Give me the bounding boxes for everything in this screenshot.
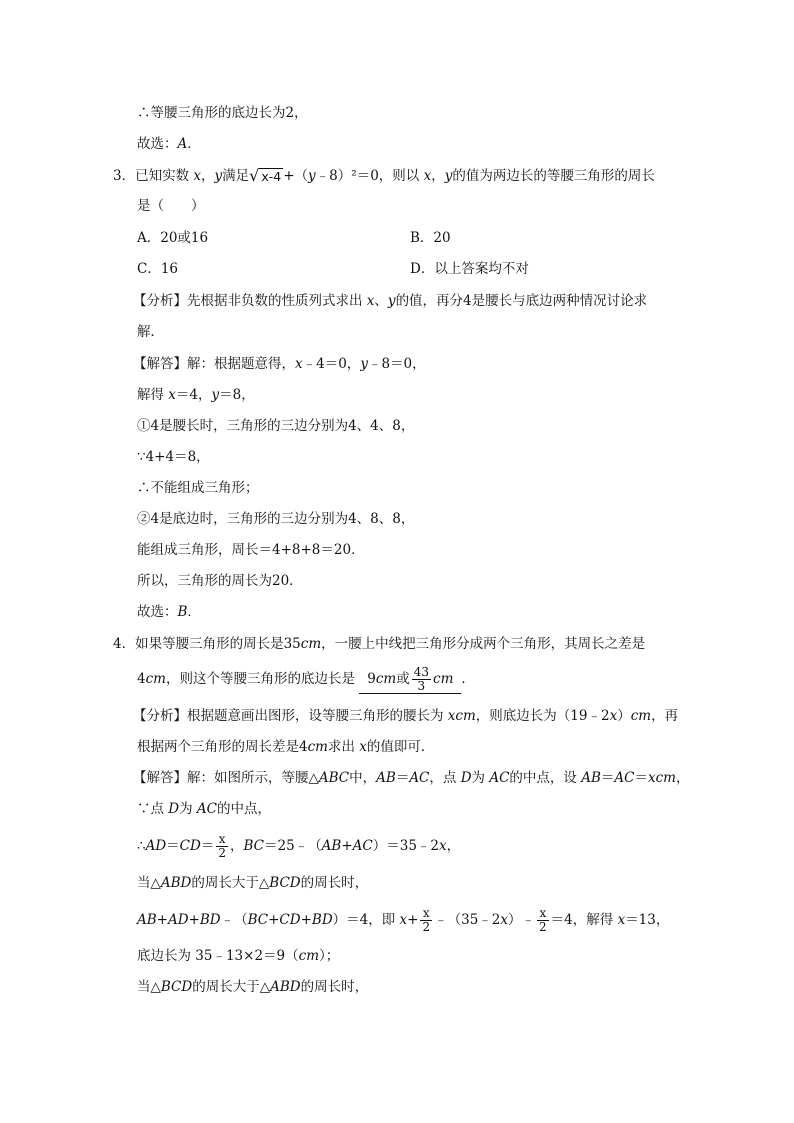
text-line: ∴等腰三角形的底边长为2， xyxy=(137,105,308,121)
question-4: 4．如果等腰三角形的周长是35cm，一腰上中线把三角形分成两个三角形，其周长之差是 xyxy=(113,636,646,652)
text-line: ②4是底边时，三角形的三边分别为4、8、8， xyxy=(137,511,415,527)
option-d: D．以上答案均不对 xyxy=(410,261,529,277)
option-a: A．20或16 xyxy=(137,230,209,246)
sqrt-expression: √ x-4 xyxy=(249,166,282,185)
text-line: ∴AD＝CD＝ $\frac{x}{2}$ ，BC＝25﹣（AB+AC）＝35﹣2x， xyxy=(137,832,461,860)
analysis-line: 【分析】根据题意画出图形，设等腰三角形的腰长为 xcm，则底边长为（19﹣2x）cm，再 xyxy=(133,708,679,724)
text-line: ∵4+4＝8， xyxy=(137,449,210,465)
fraction: $\frac{x}{2}$ xyxy=(218,832,226,860)
text-line: 故选：A． xyxy=(137,136,201,152)
text-line: 解． xyxy=(137,324,164,340)
text-line: AB+AD+BD﹣（BC+CD+BD）＝4，即 x+ $\frac{x}{2}$ ﹣（35﹣2x）﹣ $\frac{x}{2}$ ＝4，解得 x＝13， xyxy=(137,906,670,934)
solution-line: 【解答】解：如图所示，等腰△ABC中，AB＝AC，点 D为 AC的中点，设 AB＝AC＝xcm， xyxy=(133,770,690,786)
text-line: 解得 x＝4，y＝8， xyxy=(137,387,255,403)
analysis-line: 【分析】先根据非负数的性质列式求出 x、y的值，再分4是腰长与底边两种情况讨论求 xyxy=(133,293,648,309)
fraction: $\frac{x}{2}$ xyxy=(422,906,431,934)
text-line: 故选：B． xyxy=(137,604,201,620)
fraction: $\frac{x}{2}$ xyxy=(539,906,547,934)
solution-line: 【解答】解：根据题意得，x﹣4＝0，y﹣8＝0， xyxy=(133,356,426,372)
text-line: 底边长为 35﹣13×2＝9（cm）； xyxy=(137,948,340,964)
text-line: 当△ABD的周长大于△BCD的周长时， xyxy=(137,875,369,891)
text-line: 所以，三角形的周长为20． xyxy=(137,573,303,589)
text-line: 能组成三角形，周长＝4+8+8＝20． xyxy=(137,542,365,558)
answer-blank: 9cm或 $\frac{43}{3}$ cm xyxy=(359,666,461,694)
text-line: ①4是腰长时，三角形的三边分别为4、4、8， xyxy=(137,418,415,434)
option-b: B．20 xyxy=(410,230,451,246)
text-line: 是（ ） xyxy=(137,198,205,214)
option-c: C．16 xyxy=(137,261,179,277)
question-3: 3．已知实数 x，y满足√ x-4 +（y﹣8）²＝0，则以 x，y的值为两边长的等腰三角形的周长 xyxy=(113,166,655,185)
text-line: ∵点 D为 AC的中点， xyxy=(137,801,272,817)
text-line: 当△BCD的周长大于△ABD的周长时， xyxy=(137,979,369,995)
fraction: $\frac{43}{3}$ xyxy=(413,665,430,693)
question-4-line-2: 4cm，则这个等腰三角形的底边长是 9cm或 $\frac{43}{3}$ cm ． xyxy=(137,665,475,693)
text-line: ∴不能组成三角形； xyxy=(137,480,259,496)
text-line: 根据两个三角形的周长差是4cm求出 x的值即可． xyxy=(137,739,435,755)
